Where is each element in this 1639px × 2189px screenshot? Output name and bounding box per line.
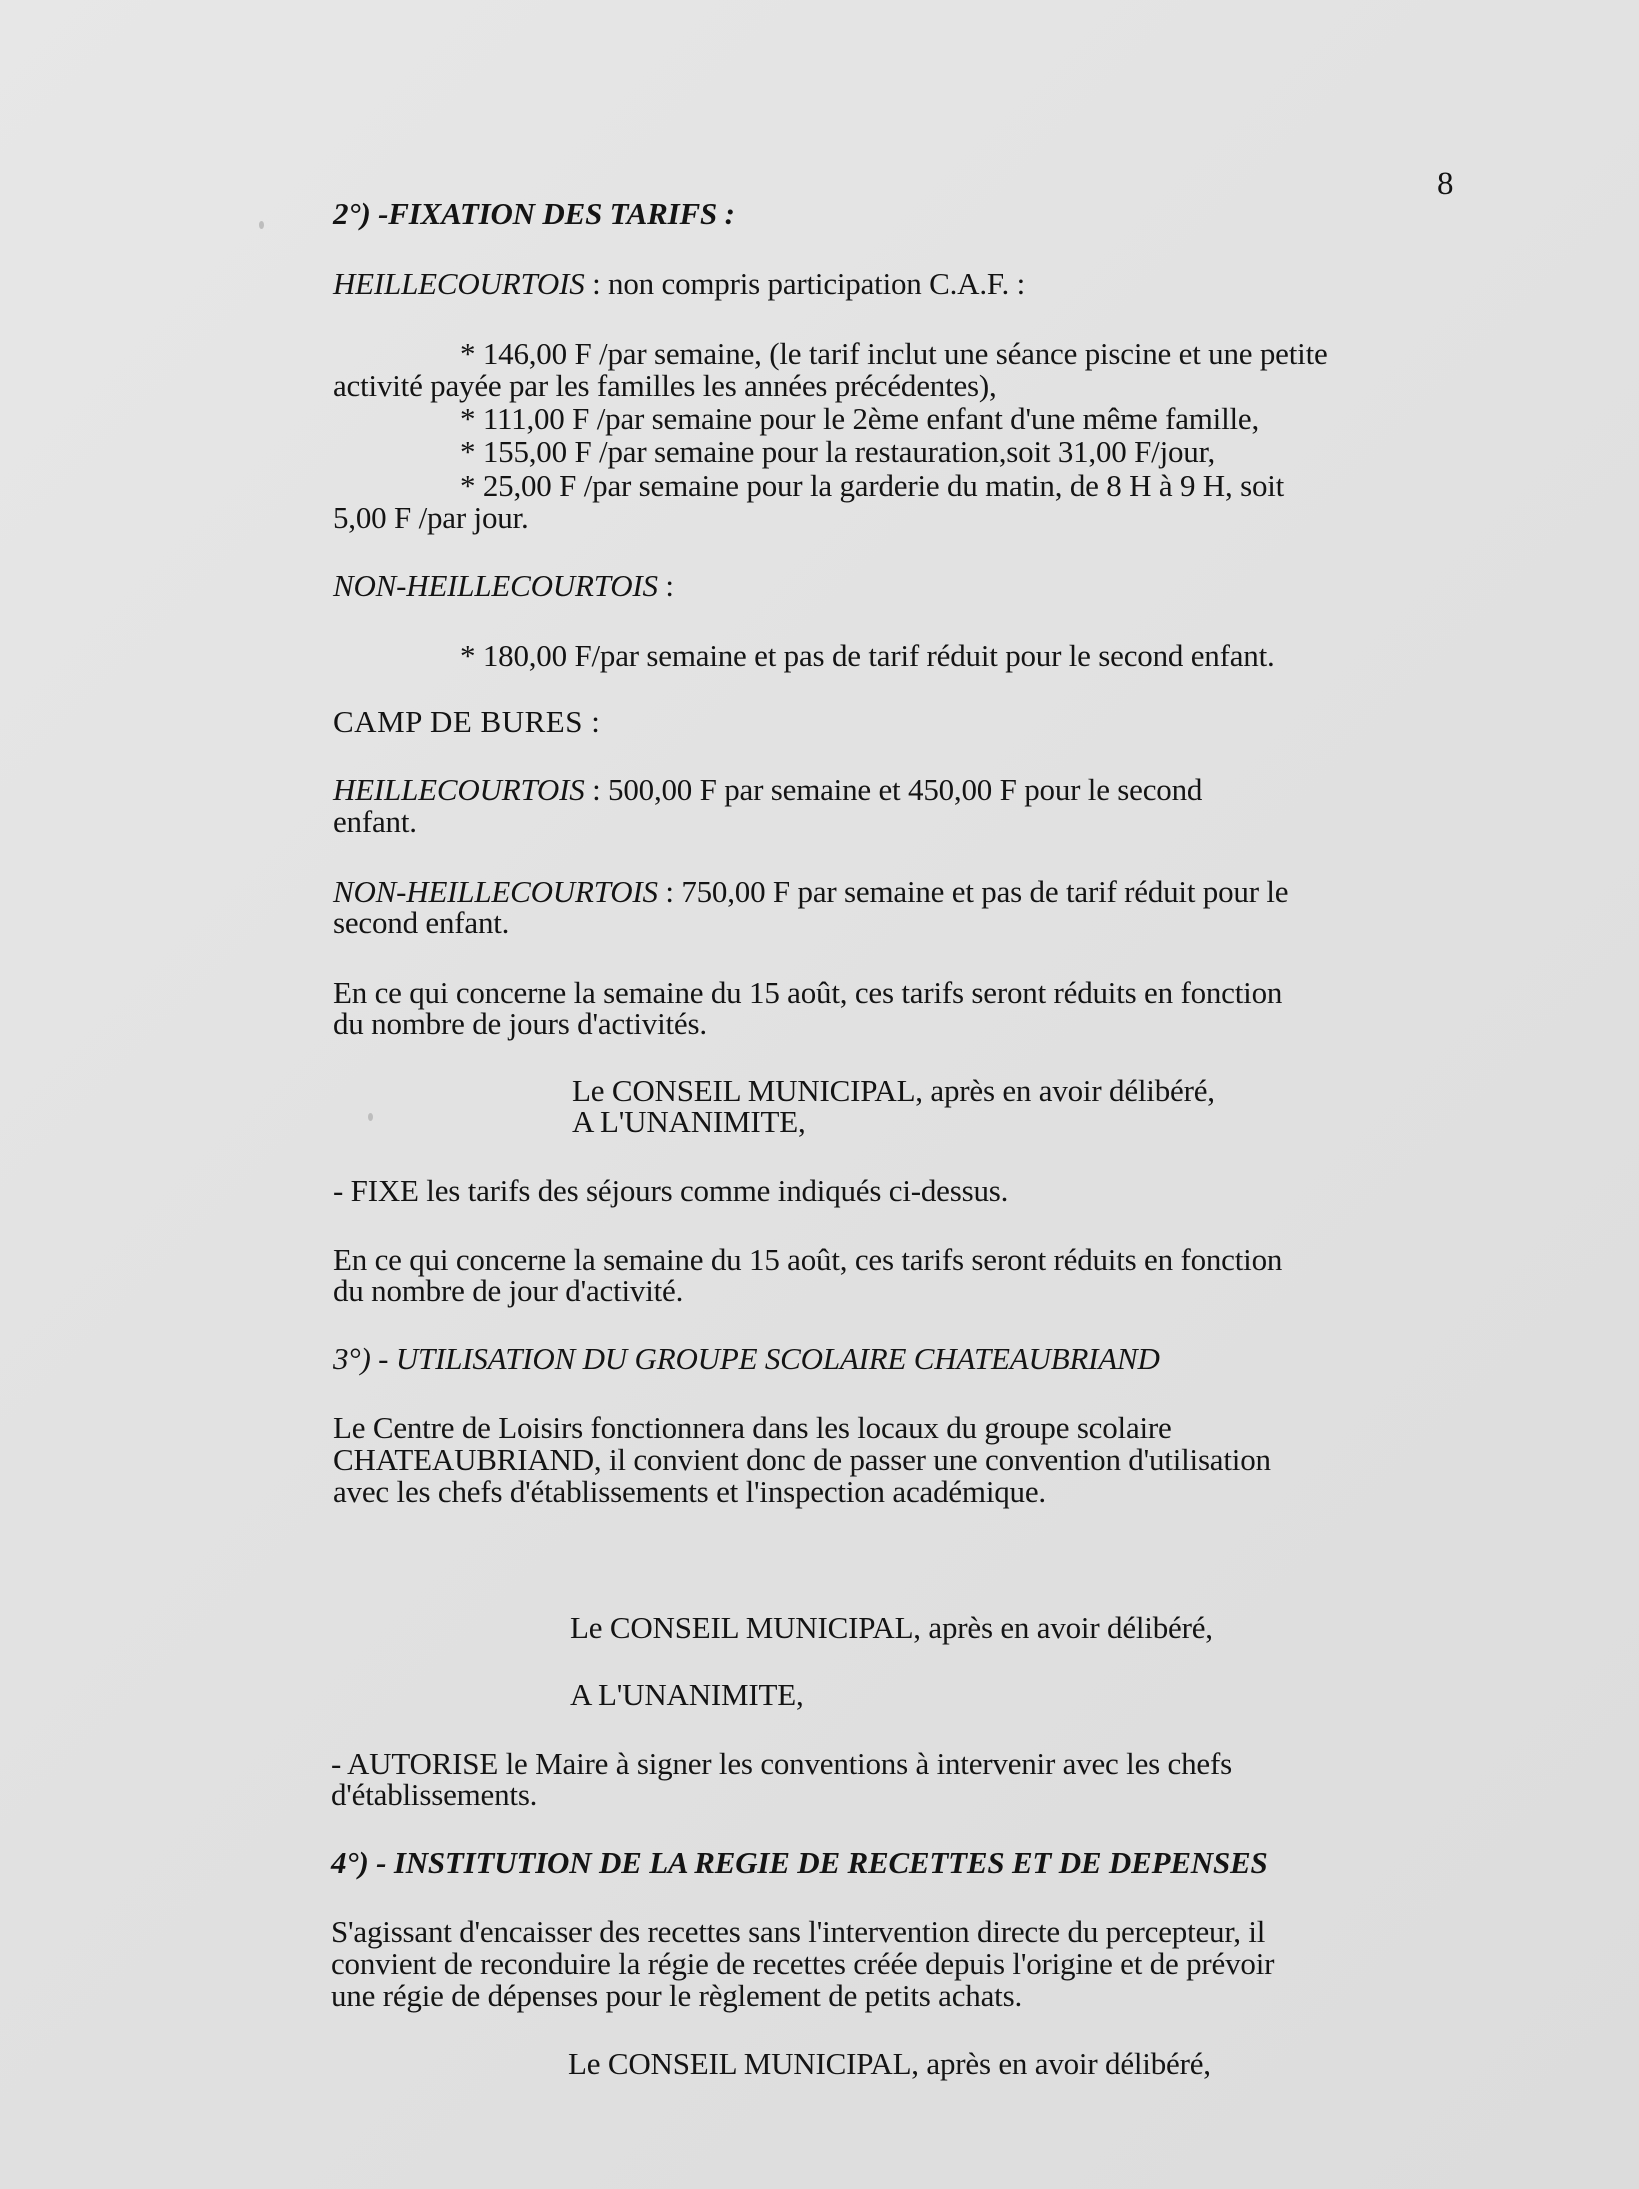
section-3-body-line: avec les chefs d'établissements et l'inspection académique. <box>333 1474 1046 1509</box>
council-line: Le CONSEIL MUNICIPAL, après en avoir délibéré, <box>570 1610 1213 1645</box>
section-4-body-line: S'agissant d'encaisser des recettes sans l'intervention directe du percepteur, il <box>331 1914 1266 1949</box>
section-3-number: 3°) - <box>333 1341 396 1376</box>
council-line: Le CONSEIL MUNICIPAL, après en avoir délibéré, <box>568 2046 1211 2081</box>
section-4-title: INSTITUTION DE LA REGIE DE RECETTES ET DE DEPENSES <box>393 1845 1268 1880</box>
unanimity-line: A L'UNANIMITE, <box>572 1104 806 1139</box>
paper-speck <box>368 1113 373 1121</box>
tariff-line: * 146,00 F /par semaine, (le tarif inclut une séance piscine et une petite <box>460 336 1328 371</box>
section-2-heading: 2°) -FIXATION DES TARIFS : <box>333 196 735 231</box>
section-4-body-line: convient de reconduire la régie de recettes créée depuis l'origine et de prévoir <box>331 1946 1275 1981</box>
august-note-2-line: En ce qui concerne la semaine du 15 août, ces tarifs seront réduits en fonction <box>333 1242 1283 1277</box>
paper-speck <box>259 221 264 229</box>
camp-heading: CAMP DE BURES : <box>333 704 601 739</box>
page-number: 8 <box>1437 166 1454 202</box>
tariff-line: activité payée par les familles les années précédentes), <box>333 368 997 403</box>
august-note-2-line: du nombre de jour d'activité. <box>333 1273 684 1308</box>
non-heillecourtois-label: NON-HEILLECOURTOIS <box>333 568 658 603</box>
camp-non-heillecourtois-line <box>333 876 1288 907</box>
tariff-line: 5,00 F /par jour. <box>333 500 529 535</box>
section-3-body-line: Le Centre de Loisirs fonctionnera dans les locaux du groupe scolaire <box>333 1410 1172 1445</box>
heillecourtois-note: : non compris participation C.A.F. : <box>584 266 1025 301</box>
heillecourtois-line <box>333 268 1025 299</box>
decision-autorise-line: - AUTORISE le Maire à signer les conventions à intervenir avec les chefs <box>331 1746 1232 1781</box>
camp-heillecourtois-line <box>333 774 1202 805</box>
decision-fixe: - FIXE les tarifs des séjours comme indiqués ci-dessus. <box>333 1173 1009 1208</box>
unanimity-line: A L'UNANIMITE, <box>570 1677 804 1712</box>
non-heillecourtois-line <box>333 570 674 601</box>
heillecourtois-label: HEILLECOURTOIS <box>333 266 585 301</box>
section-3-body-line: CHATEAUBRIAND, il convient donc de passer une convention d'utilisation <box>333 1442 1271 1477</box>
august-note-line: En ce qui concerne la semaine du 15 août, ces tarifs seront réduits en fonction <box>333 975 1283 1010</box>
camp-heillecourtois-text-2: enfant. <box>333 804 417 839</box>
council-line: Le CONSEIL MUNICIPAL, après en avoir délibéré, <box>572 1073 1215 1108</box>
tariff-line: * 155,00 F /par semaine pour la restauration,soit 31,00 F/jour, <box>460 434 1216 469</box>
august-note-line: du nombre de jours d'activités. <box>333 1006 707 1041</box>
non-heillecourtois-tariff: * 180,00 F/par semaine et pas de tarif réduit pour le second enfant. <box>460 638 1275 673</box>
section-3-heading <box>333 1343 1160 1374</box>
section-4-body-line: une régie de dépenses pour le règlement de petits achats. <box>331 1978 1022 2013</box>
camp-non-heillecourtois-text-2: second enfant. <box>333 905 510 940</box>
tariff-line: * 111,00 F /par semaine pour le 2ème enfant d'une même famille, <box>460 401 1260 436</box>
camp-non-heillecourtois-label: NON-HEILLECOURTOIS <box>333 874 658 909</box>
decision-autorise-line: d'établissements. <box>331 1777 538 1812</box>
colon: : <box>657 568 674 603</box>
section-4-number: 4°) - <box>331 1845 394 1880</box>
section-3-title: UTILISATION DU GROUPE SCOLAIRE CHATEAUBRIAND <box>395 1341 1160 1376</box>
section-4-heading <box>331 1847 1268 1878</box>
camp-non-heillecourtois-text: : 750,00 F par semaine et pas de tarif réduit pour le <box>657 874 1289 909</box>
camp-heillecourtois-text: : 500,00 F par semaine et 450,00 F pour le second <box>584 772 1203 807</box>
tariff-line: * 25,00 F /par semaine pour la garderie du matin, de 8 H à 9 H, soit <box>460 468 1285 503</box>
camp-heillecourtois-label: HEILLECOURTOIS <box>333 772 585 807</box>
